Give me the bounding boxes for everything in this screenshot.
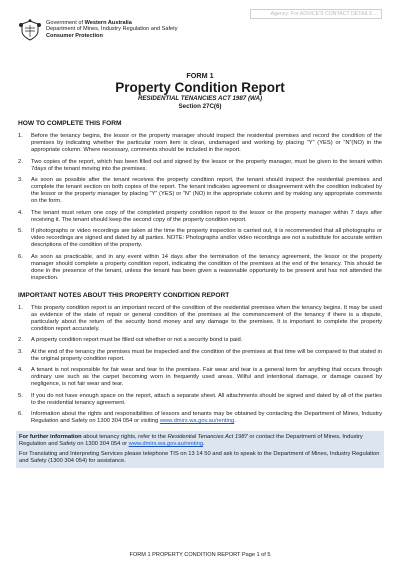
form-number: FORM 1: [186, 71, 214, 80]
government-line: Government of Western Australia: [46, 20, 132, 26]
notes-heading: IMPORTANT NOTES ABOUT THIS PROPERTY CONDITION REPORT: [18, 291, 230, 299]
department-name: Department of Mines, Industry Regulation and Safety: [46, 26, 178, 33]
list-item: 5. If you do not have enough space on the report, attach a separate sheet. All attachments should be signed and dated by all of the parties to the residential tenancy agreement.: [18, 392, 382, 406]
government-branding: [46, 20, 178, 39]
page-header: [18, 0, 382, 60]
division-name: Consumer Protection: [46, 32, 103, 39]
list-item: 3. At the end of the tenancy the premises must be inspected and the condition of the premises at that time will be compared to that stated in the original property condition report.: [18, 348, 382, 362]
list-item: 4. A tenant is not responsible for fair wear and tear to the premises. Fair wear and tear is a general term for anything that occurs through ordinary use such as the carpet becoming worn in frequently used areas. Wilful and intentional damage, or damage caused by negligence, is not fair wear and tear.: [18, 367, 382, 387]
interpreter-services-paragraph: For Translating and Interpreting Services please telephone TIS on 13 14 50 and ask to speak to the Department of Mines, Industry Regulation and Safety (1300 304 054) for assistance.: [19, 451, 380, 464]
further-information-box: [16, 431, 384, 468]
title-block: [18, 72, 382, 110]
section-reference: Section 27C(6): [178, 102, 222, 110]
page-footer: FORM 1 PROPERTY CONDITION REPORT Page 1 of 5: [129, 552, 271, 558]
list-item: 2. A property condition report must be filled out whether or not a security bond is paid.: [18, 337, 243, 343]
list-item: 1. Before the tenancy begins, the lessor or the property manager should inspect the residential premises and record the condition of the premises by indicating whether the particular room item is clean, undamaged and working by placing “Y” (YES) or “N”(NO) in the appropriate column. Where necessary, comments should be included in the report.: [18, 133, 382, 153]
agency-contact-field[interactable]: Agency: For ADVICE'S CONTACT DETAILS ...: [250, 9, 382, 19]
list-item: 3. As soon as possible after the tenant receives the property condition report, the tenant should inspect the residential premises and complete the tenant section on both copies of the report. The tenant indicates agreement or disagreement with the condition indicated by the lessor or the property manager by placing “Y” (YES) or “N” (NO) in the appropriate column and by making any appropriate comments on the form.: [18, 177, 382, 204]
dmirs-renting-link[interactable]: www.dmirs.wa.gov.au/renting: [159, 418, 235, 424]
list-item: 5. If photographs or video recordings are taken at the time the property inspection is carried out, it is recommended that all photographs or video recordings are signed and dated by all parties. NOTE: Photographs and/or video recordings are not a substitute for accurate written descriptions of the condition of the property.: [18, 228, 382, 248]
notes-list: [18, 305, 382, 426]
act-reference: RESIDENTIAL TENANCIES ACT 1987 (WA): [137, 95, 263, 102]
list-item: 2. Two copies of the report, which has been filled out and signed by the lessor or the property manager, must be given to the tenant within 7days of the tenant moving into the premises.: [18, 158, 382, 172]
list-item: 4. The tenant must return one copy of the completed property condition report to the lessor or the property manager within 7 days after receiving it. The tenant should keep the second copy of the property condition report.: [18, 209, 382, 223]
list-item: 1. This property condition report is an important record of the condition of the residential premises when the tenancy begins. It may be used as evidence of the state of repair or general condition of the premises at the commencement of the tenancy if there is a dispute, particularly about the return of the security bond money and any damage to the premises. It is important to complete the property condition report accurately.: [18, 304, 382, 332]
list-item: 6. As soon as practicable, and in any event within 14 days after the termination of the tenancy agreement, the lessor or the property manager should complete a property condition report, indicating the condition of the premises at the end of the tenancy. This should be done in the presence of the tenant, unless the tenant has been given a reasonable opportunity to be present and has not attended the inspection.: [18, 253, 382, 281]
further-info-paragraph: For further information about tenancy rights, refer to the Residential Tenancies Act 1987 or contact the Department of Mines, Industry Regulation and Safety on 1300 304 054 or www.dmirs.wa.gov.au/renting.: [19, 434, 363, 447]
list-item: 6. Information about the rights and responsibilities of lessors and tenants may be obtained by contacting the Department of Mines, Industry Regulation and Safety on 1300 304 054 or visiting www.dmirs.wa.gov.au/renting.: [18, 411, 382, 424]
wa-crest-icon: [18, 19, 42, 41]
page-title: Property Condition Report: [115, 80, 285, 95]
how-to-list: [18, 133, 382, 282]
dmirs-renting-link[interactable]: www.dmirs.wa.gov.au/renting: [128, 441, 204, 447]
how-to-heading: HOW TO COMPLETE THIS FORM: [18, 120, 122, 127]
